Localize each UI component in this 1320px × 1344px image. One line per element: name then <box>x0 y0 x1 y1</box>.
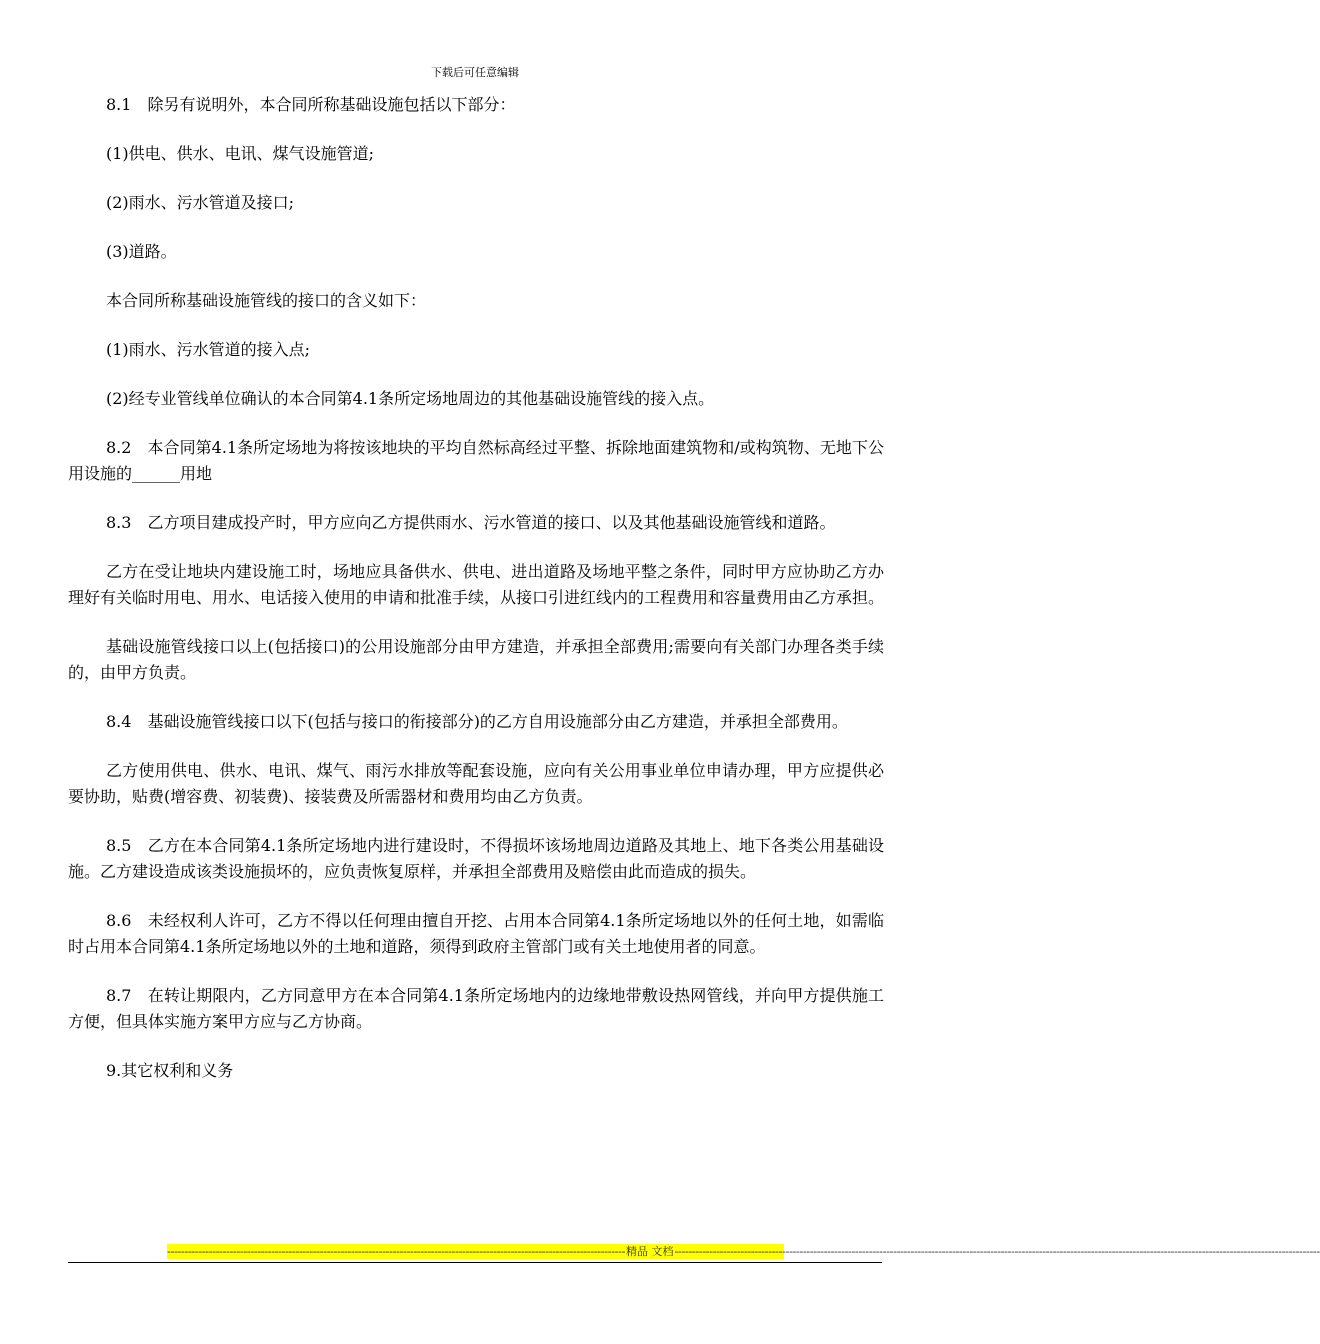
paragraph-8-7: 8.7 在转让期限内，乙方同意甲方在本合同第4.1条所定场地内的边缘地带敷设热网管线，并向甲方提供施工方便，但具体实施方案甲方应与乙方协商。 <box>68 986 884 1031</box>
paragraph-8-1-item-1: (1)供电、供水、电讯、煤气设施管道; <box>106 144 375 163</box>
paragraph-8-6: 8.6 未经权利人许可，乙方不得以任何理由擅自开挖、占用本合同第4.1条所定场地以外的任何土地，如需临时占用本合同第4.1条所定场地以外的土地和道路，须得到政府主管部门或有关土地使用者的同意。 <box>68 911 884 956</box>
footer-dashes-left: ------------------------------------------------------------------------------------------------------------------------------------ <box>167 1245 625 1258</box>
paragraph-8-4: 8.4 基础设施管线接口以下(包括与接口的衔接部分)的乙方自用设施部分由乙方建造，并承担全部费用。 <box>106 712 848 731</box>
paragraph-8-4-utilities: 乙方使用供电、供水、电讯、煤气、雨污水排放等配套设施，应向有关公用事业单位申请办理，甲方应提供必要协助，贴费(增容费、初装费)、接装费及所需器材和费用均由乙方负责。 <box>68 761 884 806</box>
section-heading-9: 9.其它权利和义务 <box>106 1061 234 1080</box>
paragraph-8-2: 8.2 本合同第4.1条所定场地为将按该地块的平均自然标高经过平整、拆除地面建筑物和/或构筑物、无地下公用设施的______用地 <box>68 438 884 483</box>
paragraph-8-3-public-facilities: 基础设施管线接口以上(包括接口)的公用设施部分由甲方建造，并承担全部费用;需要向有关部门办理各类手续的，由甲方负责。 <box>68 637 884 682</box>
paragraph-8-1-item-2: (2)雨水、污水管道及接口; <box>106 193 295 212</box>
footer-dashes-right: ------------------------------------------------------------------------------------------------------------------------------------------------------------------------------------------ <box>674 1245 1320 1258</box>
paragraph-8-1: 8.1 除另有说明外，本合同所称基础设施包括以下部分： <box>106 95 516 114</box>
footer-divider <box>68 1262 882 1263</box>
footer-label: 精品 文档 <box>625 1245 674 1258</box>
paragraph-interface-item-2: (2)经专业管线单位确认的本合同第4.1条所定场地周边的其他基础设施管线的接入点。 <box>106 389 715 408</box>
paragraph-8-5: 8.5 乙方在本合同第4.1条所定场地内进行建设时，不得损坏该场地周边道路及其地上、地下各类公用基础设施。乙方建设造成该类设施损坏的，应负责恢复原样，并承担全部费用及赔偿由此而造成的损失。 <box>68 836 884 881</box>
paragraph-8-3: 8.3 乙方项目建成投产时，甲方应向乙方提供雨水、污水管道的接口、以及其他基础设施管线和道路。 <box>106 513 836 532</box>
paragraph-interface-item-1: (1)雨水、污水管道的接入点; <box>106 340 311 359</box>
page-header-note: 下载后可任意编辑 <box>431 66 519 79</box>
document-body <box>68 92 884 1107</box>
paragraph-8-3-construction: 乙方在受让地块内建设施工时，场地应具备供水、供电、进出道路及场地平整之条件，同时甲方应协助乙方办理好有关临时用电、用水、电话接入使用的申请和批准手续，从接口引进红线内的工程费用和容量费用由乙方承担。 <box>68 562 885 607</box>
paragraph-8-1-item-3: (3)道路。 <box>106 242 177 261</box>
paragraph-interface-definition: 本合同所称基础设施管线的接口的含义如下： <box>106 291 427 310</box>
footer-banner <box>167 1244 1320 1259</box>
